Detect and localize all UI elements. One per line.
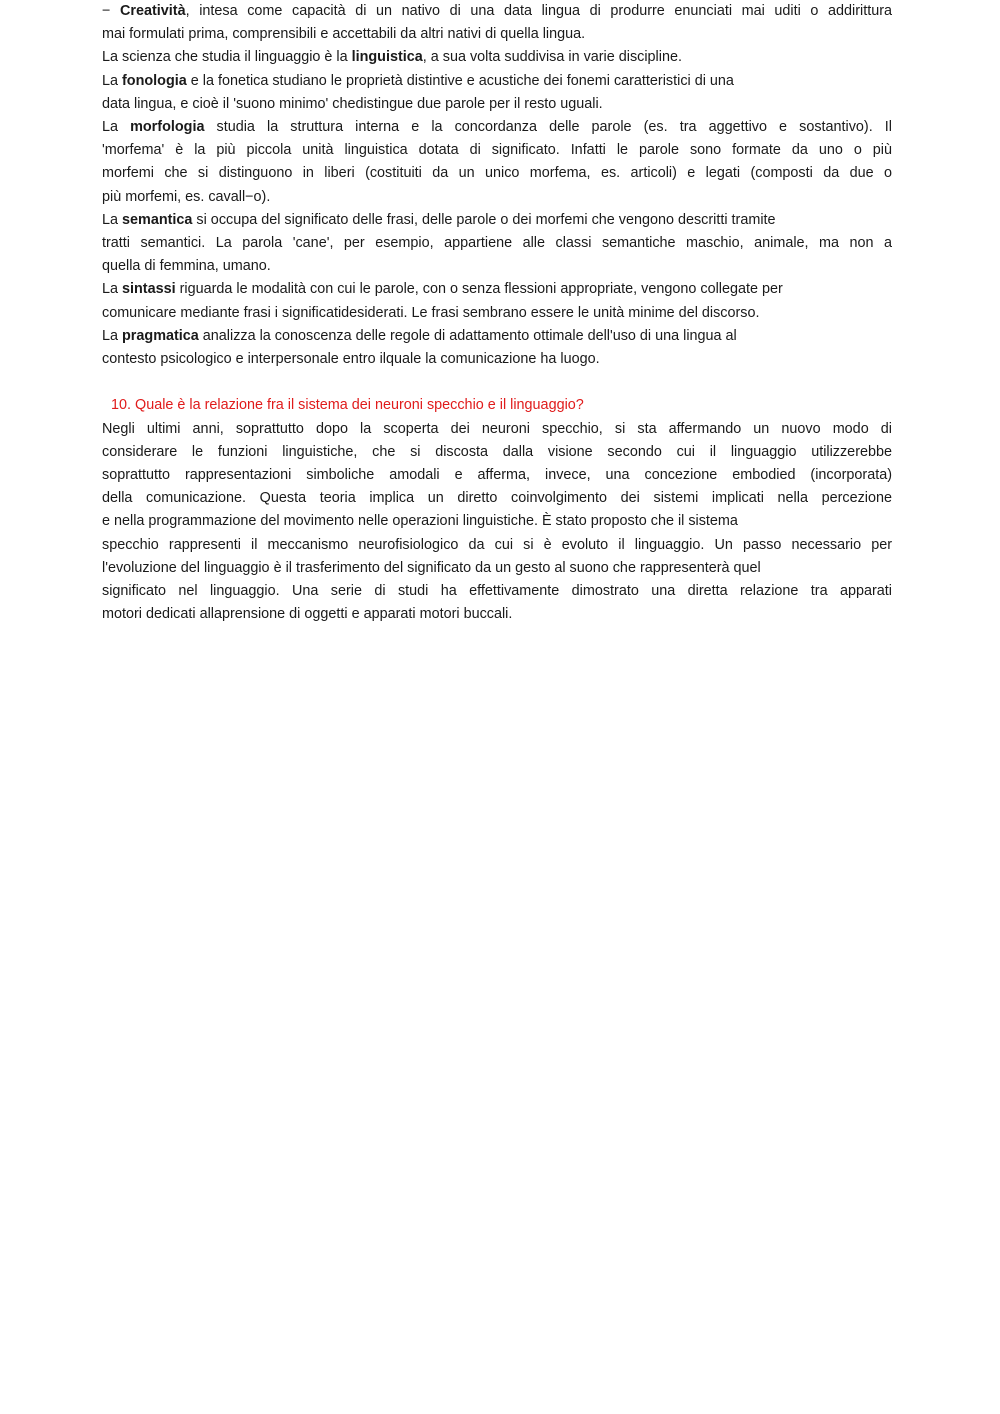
answer-line: soprattutto rappresentazioni simboliche amodali e afferma, invece, una concezione embodied (incorporata) [102, 467, 892, 484]
answer-line: l'evoluzione del linguaggio è il trasferimento del significato da un gesto al suono che rappresenterà quel [102, 559, 761, 576]
term-fonologia: fonologia [122, 72, 187, 89]
section-spacer [102, 371, 892, 394]
bullet-dash: − [102, 3, 121, 19]
linguistics-paragraph: La scienza che studia il linguaggio è la linguistica, a sua volta suddivisa in varie discipline. [102, 49, 682, 66]
semantics-paragraph: La semantica si occupa del significato delle frasi, delle parole o dei morfemi che vengono descritti tramite tratti semantici. La parola 'cane', per esempio, appartiene alle classi semantiche maschio, animale, ma non a quella di femmina, umano. [102, 211, 892, 275]
document-page [102, 0, 892, 626]
answer-line: della comunicazione. Questa teoria implica un diretto coinvolgimento dei sistemi implicati nella percezione [102, 490, 892, 507]
creativity-line-2: mai formulati prima, comprensibili e accettabili da altri nativi di quella lingua. [102, 26, 586, 43]
answer-line: specchio rappresenti il meccanismo neurofisiologico da cui si è evoluto il linguaggio. Un passo necessario per [102, 536, 892, 553]
term-linguistica: linguistica [351, 49, 423, 66]
term-pragmatica: pragmatica [122, 327, 199, 344]
answer-line: considerare le funzioni linguistiche, che si discosta dalla visione secondo cui il linguaggio utilizzerebbe [102, 443, 892, 460]
answer-line: e nella programmazione del movimento nelle operazioni linguistiche. È stato proposto che il sistema [102, 513, 738, 530]
syntax-paragraph: La sintassi riguarda le modalità con cui le parole, con o senza flessioni appropriate, vengono collegate per comunicare mediante frasi i significatidesiderati. Le frasi sembrano essere le unità minime del discorso. [102, 281, 783, 321]
term-creativita: Creatività [120, 3, 186, 19]
term-morfologia: morfologia [130, 119, 205, 136]
question-10-heading: 10. Quale è la relazione fra il sistema dei neuroni specchio e il linguaggio? [111, 397, 584, 414]
question-10-answer [102, 418, 892, 627]
pragmatics-paragraph: La pragmatica analizza la conoscenza delle regole di adattamento ottimale dell'uso di una lingua al contesto psicologico e interpersonale entro ilquale la comunicazione ha luogo. [102, 327, 737, 368]
creativity-line-1: − Creatività, intesa come capacità di un nativo di una data lingua di produrre enunciati mai uditi o addirittura [102, 3, 892, 19]
creativity-paragraph [102, 0, 892, 46]
term-semantica: semantica [122, 211, 193, 228]
term-sintassi: sintassi [122, 281, 176, 298]
answer-line: significato nel linguaggio. Una serie di studi ha effettivamente dimostrato una diretta relazione tra apparati [102, 583, 892, 600]
phonology-paragraph: La fonologia e la fonetica studiano le proprietà distintive e acustiche dei fonemi caratteristici di una data lingua, e cioè il 'suono minimo' chedistingue due parole per il resto uguali. [102, 72, 734, 112]
morphology-paragraph: La morfologia studia la struttura interna e la concordanza delle parole (es. tra aggettivo e sostantivo). Il 'morfema' è la più piccola unità linguistica dotata di significato. Infatti le parole sono formate da uno o più morfemi che si distinguono in liberi (costituiti da un unico morfema, es. articoli) e legati (composti da due o più morfemi, es. cavall−o). [102, 119, 892, 205]
answer-line: motori dedicati allaprensione di oggetti e apparati motori buccali. [102, 606, 513, 623]
answer-line: Negli ultimi anni, soprattutto dopo la scoperta dei neuroni specchio, si sta affermando un nuovo modo di [102, 420, 892, 437]
